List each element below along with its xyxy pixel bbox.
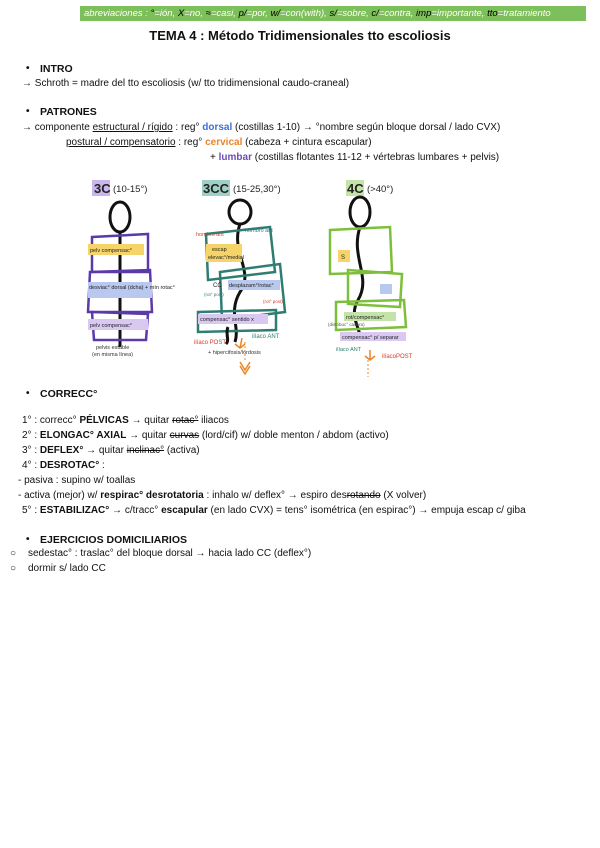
diagram-4c-small: (distribuc° cadera) [328,322,365,327]
circle-bullet-icon: ○ [10,563,17,574]
abbreviations-banner: abreviaciones : °=ión, X=no, ≈=casi, p/=por, w/=con(with), s/=sobre, c/=contra, imp=importante, tto=tratamiento [80,6,586,21]
diagram-3c-note2: (en misma línea) [92,352,133,358]
diagram-4c-code: 4C [347,181,364,196]
section-heading-patrones: • PATRONES [40,106,97,118]
patrones-line-1: → componente estructural / rígido : reg° dorsal (costillas 1-10) → °nombre según bloque dorsal / lado CVX) [22,122,501,133]
intro-text: → Schroth = madre del tto escoliosis (w/ tto tridimensional caudo-craneal) [22,78,350,89]
diagram-4c-iliaco-post: ilíacoPOST [382,354,413,360]
diagram-4c-range: (>40°) [367,184,394,195]
section-heading-intro: • INTRO [40,63,73,75]
diagram-3cc-box3: compensac° sentido x [200,317,254,323]
diagram-3c-code: 3C [94,181,111,196]
diagram-3c-box3: pelv compensac° [90,323,132,329]
diagram-3c-note1: pelvis estable [96,345,130,351]
circle-bullet-icon: ○ [10,548,17,559]
diagram-3c-range: (10-15°) [113,184,148,195]
correcc-line-4: 4° : DESROTAC° : [22,460,105,471]
correcc-line-7: 5° : ESTABILIZAC° → c/tracc° escapular (en lado CVX) = tens° isométrica (en espirac°) → empuja escap c/ giba [22,505,526,516]
diagram-3cc-small2: (rot° post) [263,299,283,304]
diagram-3cc-iliaco-post: ilíaco POST [194,340,227,346]
diagram-3cc-box2: desplazam°/rotac° [229,283,274,289]
diagram-3cc-iliaco-ant: ilíaco ANT [252,334,280,340]
correcc-line-3: 3° : DEFLEX° → quitar inclinac° (activa) [22,445,200,456]
diagram-3cc-box1: escap [212,247,227,253]
section-heading-correcc: • CORRECC° [40,388,97,400]
diagram-4c-iliaco-ant: ilíaco ANT [336,347,362,353]
patrones-line-3: + lumbar (costillas flotantes 11-12 + vértebras lumbares + pelvis) [210,152,500,163]
diagram-3cc-cc: CC [213,283,222,289]
diagram-4c-box1: rot/compensac° [346,315,385,321]
correcc-line-6: - activa (mejor) w/ respirac° desrotatoria : inhalo w/ deflex° → espiro desrotando (X volver) [18,490,427,501]
diagram-3cc-note: + hipercifosis/lordosis [208,350,261,356]
page-title: TEMA 4 : Método Tridimensionales tto escoliosis [149,28,451,43]
diagram-4c [328,180,413,377]
diagram-3cc-box1b: elevac°/medial [208,255,244,261]
diagram-3c-box2: desviac° dorsal (dcha) + mín rotac° [89,285,175,291]
diagram-3cc-code: 3CC [203,181,230,196]
correcc-line-1: 1° : correcc° PÉLVICAS → quitar rotac° iliacos [22,415,229,426]
scoliosis-patterns-diagram [80,172,480,382]
section-heading-ejercicios: • EJERCICIOS DOMICILIARIOS [40,534,187,546]
diagram-3cc-hombro: hombro ant [196,232,224,238]
patrones-line-2: postural / compensatorio : reg° cervical (cabeza + cintura escapular) [66,137,372,148]
ejercicio-item-2: dormir s/ lado CC [28,563,106,574]
diagram-3c [88,180,175,358]
correcc-line-5: - pasiva : supino w/ toallas [18,475,136,486]
ejercicio-item-1: sedestac° : traslac° del bloque dorsal → hacia lado CC (deflex°) [28,548,312,559]
diagram-3cc-small1: (rot° post) [204,292,224,297]
diagram-3cc-hombro2: hombro ant [245,228,273,234]
diagram-4c-s: S [341,255,346,261]
diagram-3c-box1: pelv compensac° [90,248,132,254]
diagram-4c-box2: compensac° p/ separar [342,335,399,341]
correcc-line-2: 2° : ELONGAC° AXIAL → quitar curvas (lord/cif) w/ doble menton / abdom (activo) [22,430,389,441]
diagram-3cc-range: (15-25,30°) [233,184,281,195]
diagram-3cc [194,180,285,374]
